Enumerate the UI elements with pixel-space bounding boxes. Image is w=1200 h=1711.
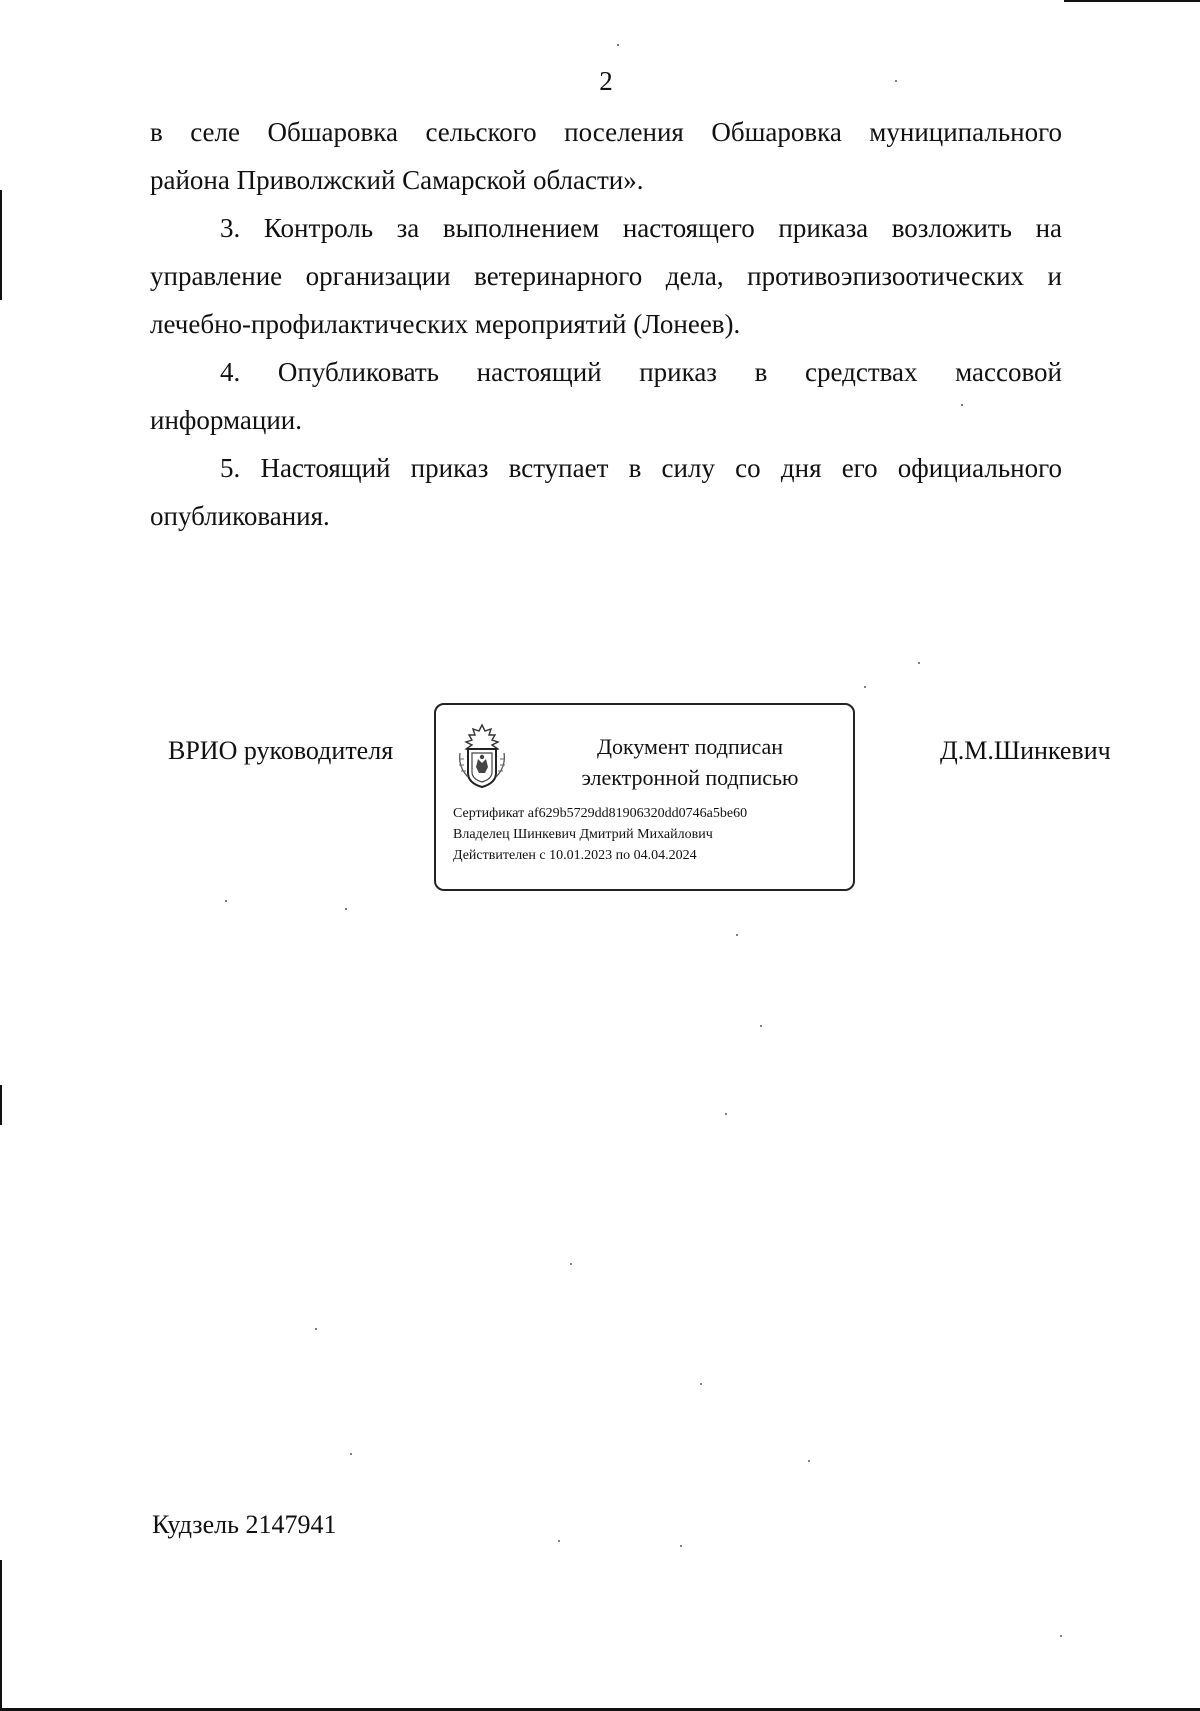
paragraph-line: района Приволжский Самарской области». xyxy=(150,165,644,195)
certificate-owner: Владелец Шинкевич Дмитрий Михайлович xyxy=(453,827,713,842)
certificate-number: Сертификат af629b5729dd81906320dd0746a5be60 xyxy=(453,806,748,821)
stamp-details xyxy=(453,803,747,866)
certificate-validity: Действителен с 10.01.2023 по 04.04.2024 xyxy=(453,848,697,863)
executor-info: Кудзель 2147941 xyxy=(152,1510,337,1539)
scan-speck xyxy=(918,662,920,664)
page-number: 2 xyxy=(599,66,613,96)
paragraph-item-3: 3. Контроль за выполнением настоящего приказа возложить на управление организации ветеринарного дела, противоэпизоотических и лечебно-профилактических мероприятий (Лонеев). xyxy=(150,213,1062,339)
scan-edge-top-right xyxy=(1064,0,1200,2)
signatory-name: Д.М.Шинкевич xyxy=(940,736,1111,765)
scan-speck xyxy=(570,1263,572,1265)
paragraph-line: в селе Обшаровка сельского поселения Обшаровка муниципального xyxy=(150,117,1062,147)
stamp-heading-line: Документ подписан xyxy=(596,734,784,759)
scan-speck xyxy=(558,1540,560,1542)
scan-speck xyxy=(808,1460,810,1462)
scan-speck xyxy=(315,1328,317,1330)
scan-edge-left-top xyxy=(0,190,2,300)
scan-speck xyxy=(760,1025,762,1027)
scan-speck xyxy=(725,1113,727,1115)
paragraph-continuation xyxy=(150,108,1062,204)
scan-speck xyxy=(1060,1635,1062,1637)
scan-speck xyxy=(680,1545,682,1547)
stamp-heading xyxy=(554,731,826,793)
scan-speck xyxy=(350,1453,352,1455)
scan-speck xyxy=(345,908,347,910)
paragraph-item-4: 4. Опубликовать настоящий приказ в средствах массовой информации. xyxy=(150,357,1062,435)
signatory-title: ВРИО руководителя xyxy=(168,736,394,765)
paragraph-item-5: 5. Настоящий приказ вступает в силу со дня его официального опубликования. xyxy=(150,453,1062,531)
scan-edge-left-bottom xyxy=(0,1560,2,1711)
electronic-signature-stamp xyxy=(434,703,855,891)
scan-edge-left-mid xyxy=(0,1085,2,1125)
coat-of-arms-icon xyxy=(454,723,510,789)
scan-speck xyxy=(225,900,227,902)
scan-speck xyxy=(700,1383,702,1385)
scan-speck xyxy=(736,934,738,936)
body-text xyxy=(150,108,1062,540)
scan-speck xyxy=(864,686,866,688)
scan-speck xyxy=(617,44,619,46)
stamp-heading-line: электронной подписью xyxy=(581,765,799,790)
